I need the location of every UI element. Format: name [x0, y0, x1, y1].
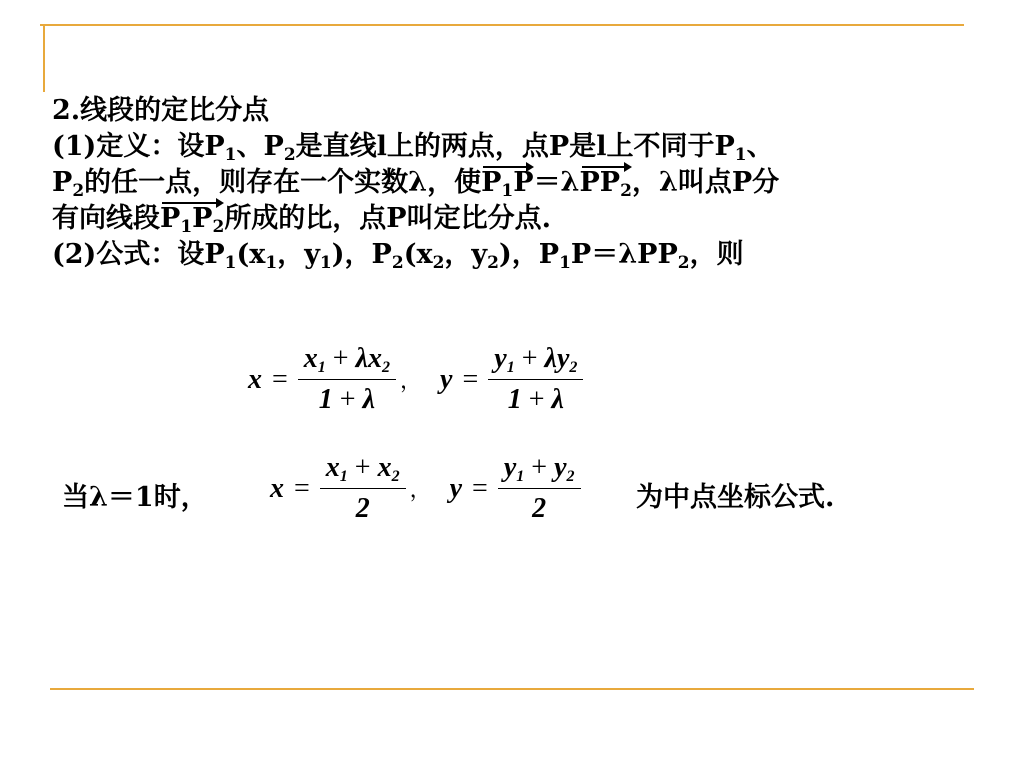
midpoint-condition: 当λ＝1时， — [62, 482, 208, 513]
midpoint-suffix: 为中点坐标公式. — [636, 482, 835, 513]
midpoint-x-fraction: $\frac{x_1 + x_2}{2}$ — [320, 452, 406, 525]
definition-line-1: (1)定义：设$P_1$、$P_2$是直线l上的两点，点P是l上不同于$P_1$、 — [52, 131, 774, 165]
formula-intro: (2)公式：设$P_1(x_1$，$y_1$)，$P_2(x_2$，$y_2$)，$P_1P=\lambda PP_2$，则 — [52, 239, 744, 273]
midpoint-y-fraction: $\frac{y_1 + y_2}{2}$ — [498, 452, 581, 525]
left-rule — [43, 26, 45, 92]
y-variable: y — [440, 363, 453, 395]
y-fraction: $\frac{y_1 + \lambda y_2}{1 + \lambda}$ — [488, 343, 583, 416]
top-rule — [40, 24, 964, 26]
section-formula: x = $\frac{x_1 + \lambda x_2}{1 + \lambda}$ ， y = $\frac{y_1 + \lambda y_2}{1 + \lambda}$ — [248, 343, 583, 416]
definition-line-2: $P_2$的任一点，则存在一个实数λ，使$P_1P=\lambda PP_2$，λ叫点P分 — [52, 167, 780, 201]
vector-p1p: $P_1P$ — [481, 167, 534, 201]
x-fraction: $\frac{x_1 + \lambda x_2}{1 + \lambda}$ — [298, 343, 396, 416]
definition-line-3: 有向线段$P_1P_2$所成的比，点P叫定比分点. — [52, 203, 552, 237]
slide-body — [52, 93, 1002, 273]
vector-pp2: $PP_2$ — [579, 167, 632, 201]
bottom-rule — [50, 688, 974, 690]
x-variable: x — [248, 363, 262, 395]
heading: 2.线段的定比分点 — [52, 95, 270, 126]
midpoint-formula: x = $\frac{x_1 + x_2}{2}$ ， y = $\frac{y_1 + y_2}{2}$ — [270, 452, 581, 525]
vector-p1p2: $P_1P_2$ — [160, 203, 225, 237]
